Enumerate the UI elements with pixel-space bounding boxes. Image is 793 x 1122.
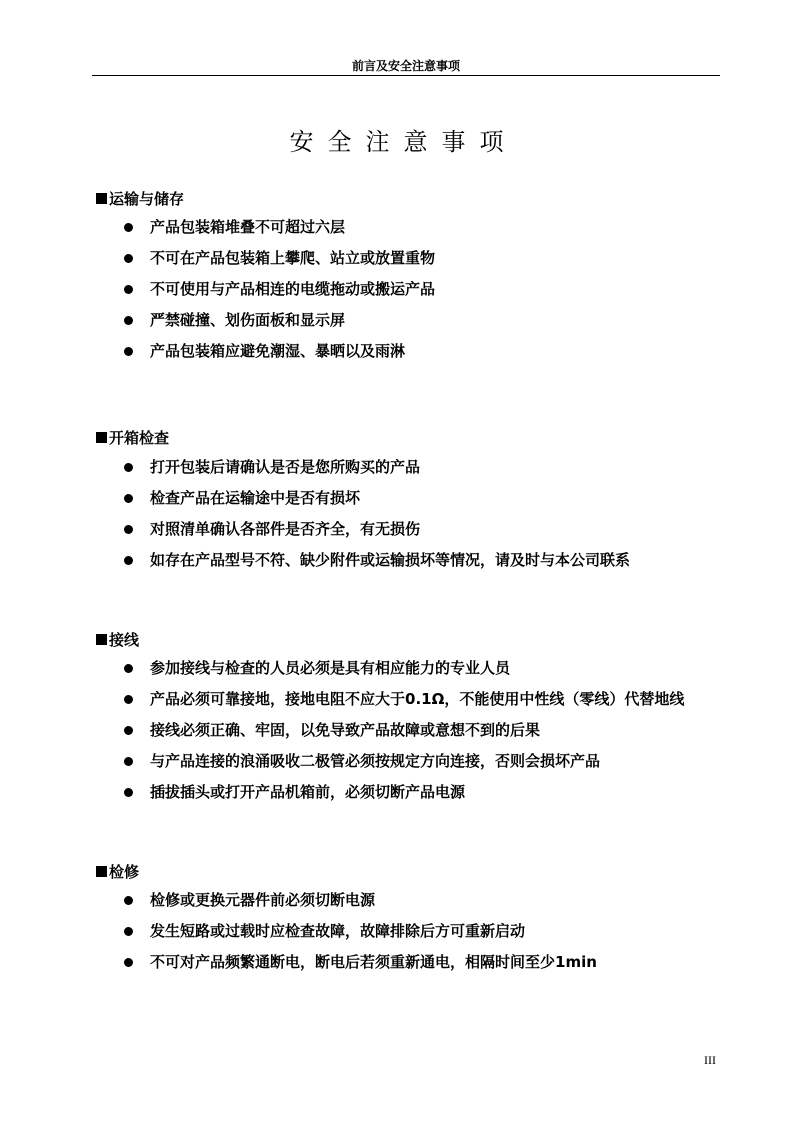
bullet-icon — [124, 958, 133, 967]
section-heading-maintenance — [96, 862, 139, 882]
black-square-icon — [96, 193, 107, 204]
list-item-text: 不可在产品包装箱上攀爬、站立或放置重物 — [150, 249, 436, 267]
bullet-icon — [124, 463, 133, 472]
section-heading-wiring — [96, 630, 139, 650]
bullet-icon — [124, 285, 133, 294]
black-square-icon — [96, 866, 107, 877]
bullet-icon — [124, 347, 133, 356]
section-heading-label: 检修 — [109, 863, 140, 881]
section-heading-label: 接线 — [109, 631, 140, 649]
bullet-icon — [124, 316, 133, 325]
list-item-text: 不可使用与产品相连的电缆拖动或搬运产品 — [150, 280, 436, 298]
running-header: 前言及安全注意事项 — [351, 59, 460, 73]
bullet-icon — [124, 896, 133, 905]
section-heading-transport — [96, 189, 184, 209]
bullet-icon — [124, 525, 133, 534]
bullet-icon — [124, 254, 133, 263]
list-item-text: 产品包装箱堆叠不可超过六层 — [150, 218, 346, 236]
list-item-text: 参加接线与检查的人员必须是具有相应能力的专业人员 — [150, 659, 511, 677]
list-item-text: 严禁碰撞、划伤面板和显示屏 — [150, 311, 346, 329]
bullet-icon — [124, 664, 133, 673]
section-heading-label: 开箱检查 — [109, 429, 170, 447]
list-item-text: 插拔插头或打开产品机箱前，必须切断产品电源 — [150, 783, 466, 801]
bullet-icon — [124, 788, 133, 797]
list-item-text: 如存在产品型号不符、缺少附件或运输损坏等情况，请及时与本公司联系 — [150, 551, 631, 569]
list-item-text: 发生短路或过载时应检查故障，故障排除后方可重新启动 — [150, 922, 526, 940]
black-square-icon — [96, 634, 107, 645]
list-item-text: 打开包装后请确认是否是您所购买的产品 — [150, 458, 421, 476]
bullet-icon — [124, 927, 133, 936]
section-heading-unboxing — [96, 428, 169, 448]
list-item-text: 对照清单确认各部件是否齐全，有无损伤 — [150, 520, 421, 538]
list-item-text: 产品包装箱应避免潮湿、暴晒以及雨淋 — [150, 342, 406, 360]
list-item-text: 产品必须可靠接地，接地电阻不应大于0.1Ω，不能使用中性线（零线）代替地线 — [150, 690, 685, 708]
page-title: 安全注意事项 — [289, 128, 518, 156]
black-square-icon — [96, 432, 107, 443]
list-item-text: 与产品连接的浪涌吸收二极管必须按规定方向连接，否则会损坏产品 — [150, 752, 601, 770]
list-item-text: 不可对产品频繁通断电，断电后若须重新通电，相隔时间至少1min — [150, 953, 597, 971]
bullet-icon — [124, 726, 133, 735]
section-heading-label: 运输与储存 — [109, 190, 185, 208]
list-item-text: 接线必须正确、牢固，以免导致产品故障或意想不到的后果 — [150, 721, 541, 739]
bullet-icon — [124, 494, 133, 503]
bullet-icon — [124, 695, 133, 704]
bullet-icon — [124, 556, 133, 565]
bullet-icon — [124, 757, 133, 766]
list-item-text: 检查产品在运输途中是否有损坏 — [150, 489, 361, 507]
list-item-text: 检修或更换元器件前必须切断电源 — [150, 891, 376, 909]
header-rule — [92, 75, 720, 76]
page-number: III — [704, 1053, 716, 1067]
bullet-icon — [124, 223, 133, 232]
